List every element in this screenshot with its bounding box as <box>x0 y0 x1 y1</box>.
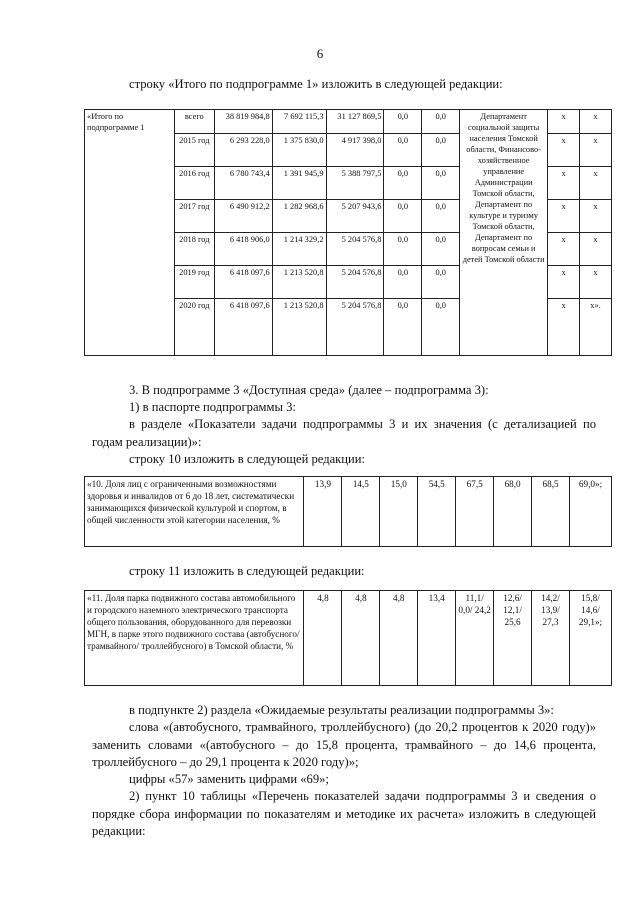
regional-cell: 5 204 576,8 <box>326 233 384 266</box>
regional-cell: 5 204 576,8 <box>326 299 384 356</box>
table3-value: 15,8/ 14,6/ 29,1»; <box>569 591 611 686</box>
period-cell: 2018 год <box>174 233 214 266</box>
federal-cell: 1 213 520,8 <box>272 299 326 356</box>
x-cell-1: х <box>548 266 580 299</box>
table2-value: 13,9 <box>304 477 342 547</box>
extra-budget-cell: 0,0 <box>422 110 460 134</box>
indicator-10-label: «10. Доля лиц с ограниченными возможностями здоровья и инвалидов от 6 до 18 лет, систематически занимающихся физической культурой и спортом, в общей численности этой категории населения, % <box>85 477 304 547</box>
extra-budget-cell: 0,0 <box>422 233 460 266</box>
local-cell: 0,0 <box>384 233 422 266</box>
regional-cell: 5 207 943,6 <box>326 200 384 233</box>
x-cell-2: х <box>579 233 611 266</box>
indicator-10-row <box>85 477 612 547</box>
regional-cell: 5 388 797,5 <box>326 167 384 200</box>
totals-table <box>84 109 612 356</box>
indicator-11-label: «11. Доля парка подвижного состава автомобильного и городского наземного электрического транспорта общего пользования, оборудованного для перевозки МГН, в парке этого подвижного состава (автобусного/ трамвайного/ троллейбусного) в Томской области, % <box>85 591 304 686</box>
table3-value: 11,1/ 0,0/ 24,2 <box>456 591 494 686</box>
total-cell: 6 780 743,4 <box>214 167 272 200</box>
para-row10: строку 10 изложить в следующей редакции: <box>129 452 366 466</box>
para-row11: строку 11 изложить в следующей редакции: <box>129 564 365 578</box>
table2-value: 14,5 <box>342 477 380 547</box>
local-cell: 0,0 <box>384 200 422 233</box>
totals-label: «Итого по подпрограмме 1 <box>85 110 175 356</box>
extra-budget-cell: 0,0 <box>422 167 460 200</box>
regional-cell: 4 917 398,0 <box>326 134 384 167</box>
period-cell: 2015 год <box>174 134 214 167</box>
period-cell: 2016 год <box>174 167 214 200</box>
tail-words-replace: слова «(автобусного, трамвайного, троллейбусного) (до 20,2 процентов к 2020 году)» заменить словами «(автобусного – до 15,8 процента, трамвайного – до 14,6 процента, троллейбусного – до 29,1 процента к 2020 году)»; <box>92 720 596 769</box>
table3-value: 4,8 <box>342 591 380 686</box>
tail-subparagraph: в подпункте 2) раздела «Ожидаемые результаты реализации подпрограммы 3»: <box>129 703 554 717</box>
federal-cell: 1 375 830,0 <box>272 134 326 167</box>
totals-row <box>85 110 612 134</box>
x-cell-2: х <box>579 110 611 134</box>
table3-value: 12,6/ 12,1/ 25,6 <box>494 591 532 686</box>
indicator-11-row <box>85 591 612 686</box>
indicator-10-table <box>84 476 612 547</box>
extra-budget-cell: 0,0 <box>422 200 460 233</box>
para-section-indicators: в разделе «Показатели задачи подпрограммы 3 и их значения (с детализацией по годам реализации)»: <box>92 417 596 449</box>
page-number: 6 <box>316 46 324 61</box>
table3-value: 13,4 <box>418 591 456 686</box>
x-cell-1: х <box>548 299 580 356</box>
x-cell-2: х <box>579 134 611 167</box>
local-cell: 0,0 <box>384 266 422 299</box>
intro-line: строку «Итого по подпрограмме 1» изложить в следующей редакции: <box>129 77 503 91</box>
total-cell: 6 418 097,6 <box>214 299 272 356</box>
x-cell-2: х». <box>579 299 611 356</box>
total-cell: 6 418 097,6 <box>214 266 272 299</box>
totals-table-body <box>85 110 612 356</box>
table2-value: 67,5 <box>456 477 494 547</box>
x-cell-2: х <box>579 266 611 299</box>
x-cell-1: х <box>548 200 580 233</box>
regional-cell: 31 127 869,5 <box>326 110 384 134</box>
federal-cell: 7 692 115,3 <box>272 110 326 134</box>
responsible-cell: Департамент социальной защиты населения Томской области, Финансово-хозяйственное управление Администрации Томской области, Департамент по культуре и туризму Томской области, Департамент по вопросам семьи и детей Томской области <box>460 110 548 356</box>
period-cell: 2019 год <box>174 266 214 299</box>
regional-cell: 5 204 576,8 <box>326 266 384 299</box>
period-cell: 2017 год <box>174 200 214 233</box>
table2-value: 15,0 <box>380 477 418 547</box>
period-cell: 2020 год <box>174 299 214 356</box>
para-passport: 1) в паспорте подпрограммы 3: <box>129 400 296 414</box>
local-cell: 0,0 <box>384 299 422 356</box>
table2-value: 69,0»; <box>570 477 612 547</box>
total-cell: 6 293 228,0 <box>214 134 272 167</box>
federal-cell: 1 213 520,8 <box>272 266 326 299</box>
tail-point-10: 2) пункт 10 таблицы «Перечень показателей задачи подпрограммы 3 и сведения о порядке сбора информации по показателям и методике их расчета» изложить в следующей редакции: <box>92 789 596 838</box>
federal-cell: 1 391 945,9 <box>272 167 326 200</box>
total-cell: 38 819 984,8 <box>214 110 272 134</box>
extra-budget-cell: 0,0 <box>422 134 460 167</box>
local-cell: 0,0 <box>384 110 422 134</box>
federal-cell: 1 282 968,6 <box>272 200 326 233</box>
table3-value: 14,2/ 13,9/ 27,3 <box>532 591 570 686</box>
local-cell: 0,0 <box>384 167 422 200</box>
x-cell-1: х <box>548 110 580 134</box>
x-cell-2: х <box>579 167 611 200</box>
x-cell-2: х <box>579 200 611 233</box>
extra-budget-cell: 0,0 <box>422 266 460 299</box>
para-subprogram-3: 3. В подпрограмме 3 «Доступная среда» (далее – подпрограмма 3): <box>129 383 489 397</box>
x-cell-1: х <box>548 134 580 167</box>
total-cell: 6 490 912,2 <box>214 200 272 233</box>
x-cell-1: х <box>548 167 580 200</box>
period-cell: всего <box>174 110 214 134</box>
table2-value: 54,5 <box>418 477 456 547</box>
total-cell: 6 418 906,0 <box>214 233 272 266</box>
table3-value: 4,8 <box>380 591 418 686</box>
table2-value: 68,0 <box>494 477 532 547</box>
federal-cell: 1 214 329,2 <box>272 233 326 266</box>
extra-budget-cell: 0,0 <box>422 299 460 356</box>
tail-digits-replace: цифры «57» заменить цифрами «69»; <box>129 772 329 786</box>
local-cell: 0,0 <box>384 134 422 167</box>
x-cell-1: х <box>548 233 580 266</box>
table3-value: 4,8 <box>304 591 342 686</box>
table2-value: 68,5 <box>532 477 570 547</box>
indicator-11-table <box>84 590 612 686</box>
